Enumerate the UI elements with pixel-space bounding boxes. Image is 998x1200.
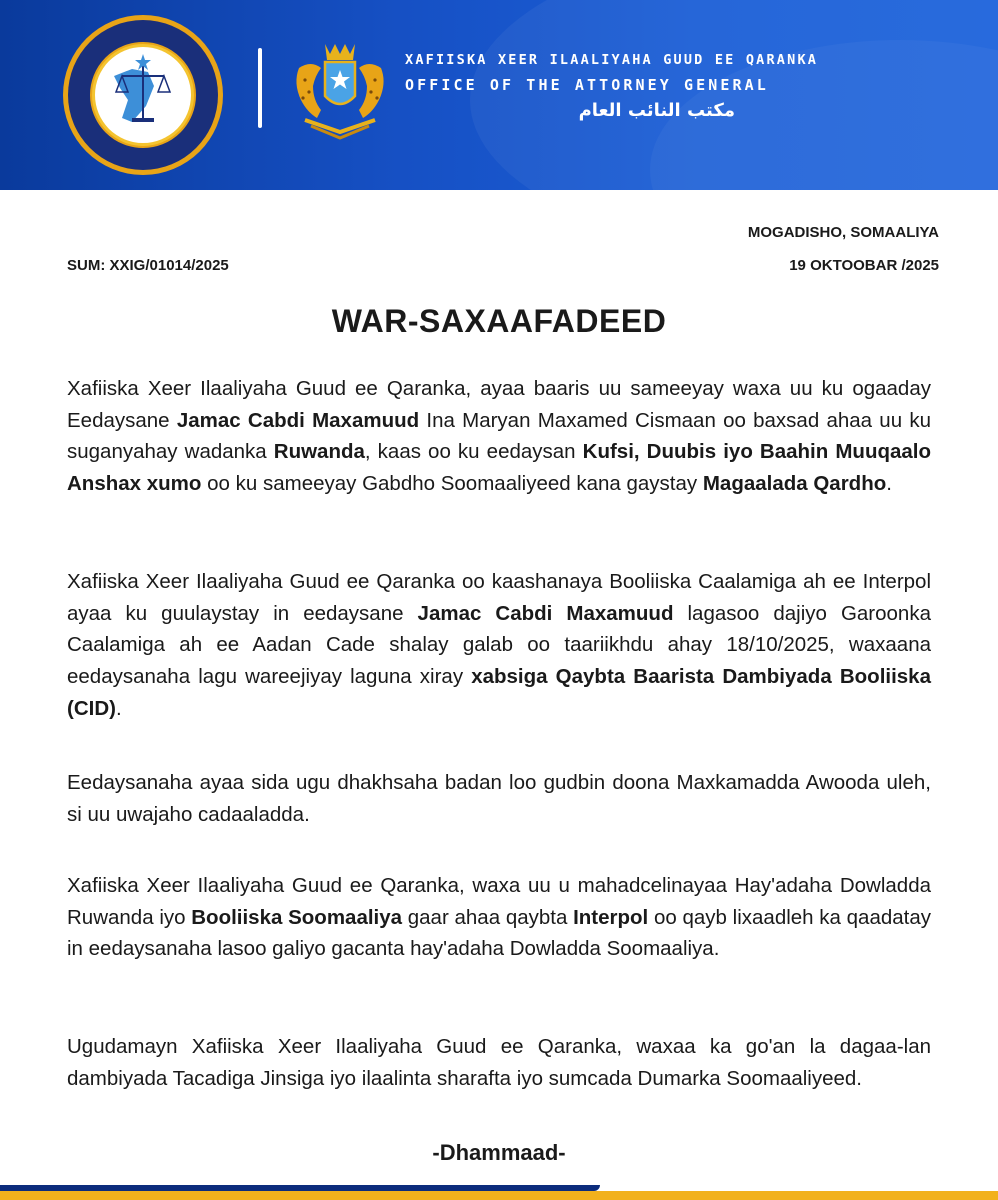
- bold-text-run: Magaalada Qardho: [702, 472, 887, 496]
- text-run: Ina Maryan Maxamed Cismaan oo baxsad ahaa uu ku suganyahay wadanka: [67, 408, 931, 464]
- footer-gold-stripe: [0, 1191, 998, 1200]
- bold-text-run: Jamac Cabdi Maxamuud: [176, 408, 420, 432]
- bold-text-run: Interpol: [573, 905, 649, 929]
- office-name-english: OFFICE OF THE ATTORNEY GENERAL: [405, 76, 769, 94]
- bold-text-run: Kufsi, Duubis iyo Baahin Muuqaalo Anshax xumo: [67, 440, 932, 496]
- text-run: Xafiiska Xeer Ilaaliyaha Guud ee Qaranka, waxa uu u mahadcelinayaa Hay'adaha Dowladda Ruwanda iyo: [67, 874, 931, 929]
- bold-text-run: Jamac Cabdi Maxamuud: [417, 601, 674, 625]
- reference-number: SUM: XXIG/01014/2025: [67, 257, 229, 274]
- location: MOGADISHO, SOMAALIYA: [747, 224, 939, 241]
- document-title: WAR-SAXAAFADEED: [331, 303, 667, 339]
- bold-text-run: xabsiga Qaybta Baarista Dambiyada Booliiska (CID): [67, 665, 931, 720]
- text-run: Xafiiska Xeer Ilaaliyaha Guud ee Qaranka oo kaashanaya Booliiska Caalamiga ah ee Interpol ayaa ku guulaystay in eedaysane: [67, 570, 931, 625]
- text-run: .: [886, 472, 892, 496]
- text-run: Eedaysanaha ayaa sida ugu dhakhsaha badan loo gudbin doona Maxkamadda Awooda uleh, si uu uwajaho cadaaladda.: [67, 771, 931, 826]
- text-run: Ugudamayn Xafiiska Xeer Ilaaliyaha Guud ee Qaranka, waxaa ka go'an la dagaa-lan dambiyada Tacadiga Jinsiga iyo ilaalinta sharafta iyo sumcada Dumarka Soomaaliyeed.: [67, 1035, 931, 1090]
- paragraph-2: [67, 566, 931, 725]
- date: 19 OKTOOBAR /2025: [789, 257, 939, 274]
- footer-blue-stripe: [0, 1185, 600, 1191]
- paragraph-3: [67, 767, 931, 830]
- text-run: oo ku sameeyay Gabdho Soomaaliyeed kana gaystay: [201, 472, 703, 496]
- paragraph-5: [67, 1031, 931, 1094]
- text-run: Xafiiska Xeer Ilaaliyaha Guud ee Qaranka, ayaa baaris uu sameeyay waxa uu ku ogaaday Eedaysane: [67, 377, 931, 432]
- attorney-general-seal-icon: [62, 14, 224, 176]
- paragraph-1: [67, 373, 931, 500]
- paragraph-4: [67, 870, 931, 965]
- office-name-somali: XAFIISKA XEER ILAALIYAHA GUUD EE QARANKA: [405, 52, 819, 68]
- text-run: .: [115, 696, 122, 720]
- text-run: , kaas oo ku eedaysan: [364, 440, 583, 464]
- text-run: oo qayb lixaadleh ka qaadatay in eedaysanaha lasoo galiyo gacanta hay'adaha Dowladda Soomaaliya.: [67, 905, 932, 961]
- header-divider: [258, 48, 262, 128]
- text-run: gaar ahaa qaybta: [402, 905, 574, 929]
- text-run: lagasoo dajiyo Garoonka Caalamiga ah ee Aadan Cade shalay galab oo taariikhdu ahay 18/10/2025, waxaana eedaysanaha lagu wareejiyay laguna xiray: [67, 601, 931, 689]
- office-name-arabic: مكتب النائب العام: [578, 100, 735, 121]
- somalia-coat-of-arms-icon: [285, 38, 395, 140]
- bold-text-run: Ruwanda: [273, 440, 365, 464]
- letterhead-banner: [0, 0, 998, 190]
- footer-band: [0, 1185, 998, 1200]
- office-name-block: [405, 52, 818, 121]
- bold-text-run: Booliiska Soomaaliya: [191, 905, 403, 929]
- closing-mark: -Dhammaad-: [432, 1140, 566, 1165]
